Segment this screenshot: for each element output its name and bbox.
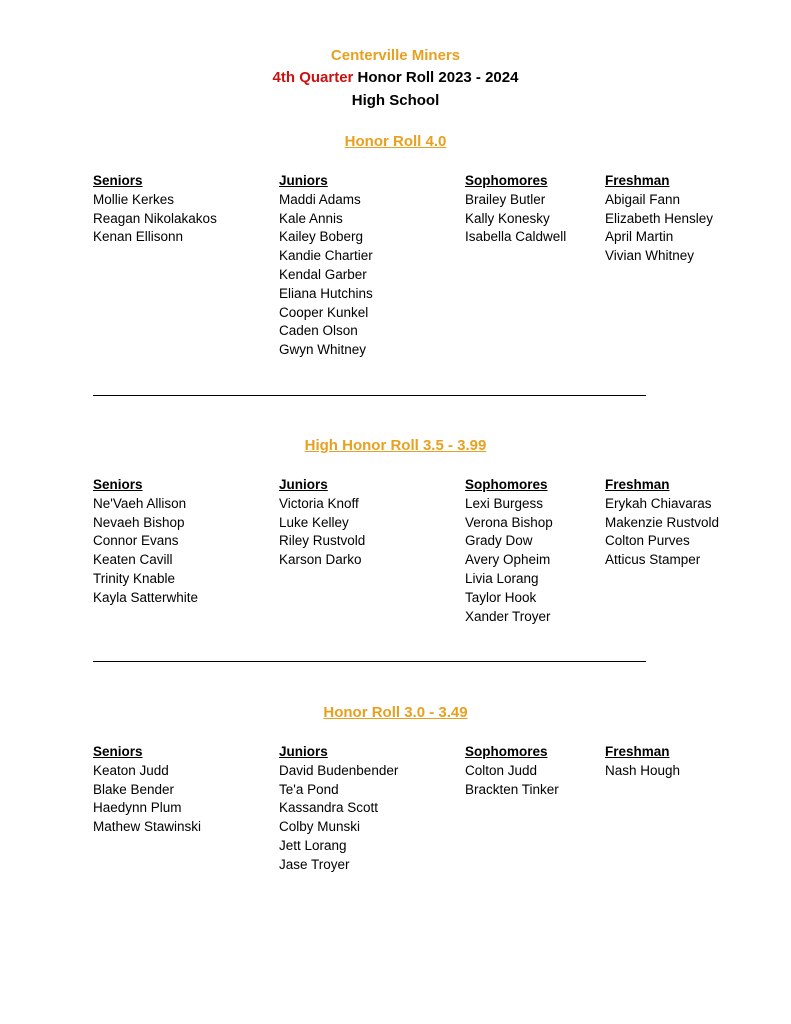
quarter-label: 4th Quarter bbox=[272, 69, 354, 86]
school-level: High School bbox=[351, 92, 440, 109]
student-name: Haedynn Plum bbox=[93, 800, 182, 816]
column-header: Freshman bbox=[605, 173, 670, 188]
section3-juniors-column bbox=[279, 743, 398, 875]
student-name: Jett Lorang bbox=[279, 837, 347, 853]
section-heading-honor-roll-3: Honor Roll 3.0 - 3.49 bbox=[323, 704, 468, 721]
student-name: Mathew Stawinski bbox=[93, 819, 202, 835]
student-name: Te'a Pond bbox=[279, 781, 339, 797]
honor-roll-title bbox=[0, 69, 791, 87]
column-header: Sophomores bbox=[465, 173, 548, 188]
student-name: Taylor Hook bbox=[465, 589, 537, 605]
column-header: Sophomores bbox=[465, 744, 548, 759]
student-name: Kayla Satterwhite bbox=[93, 589, 199, 605]
section1-seniors-column bbox=[93, 172, 217, 247]
student-name: Jase Troyer bbox=[279, 856, 350, 872]
student-name: Kenan Ellisonn bbox=[93, 229, 184, 245]
section-heading-high-honor-roll: High Honor Roll 3.5 - 3.99 bbox=[304, 437, 487, 454]
school-name: Centerville Miners bbox=[330, 47, 461, 64]
student-name: Kailey Boberg bbox=[279, 229, 364, 245]
student-name: Connor Evans bbox=[93, 533, 179, 549]
student-name: Ne'Vaeh Allison bbox=[93, 495, 187, 511]
student-name: Luke Kelley bbox=[279, 514, 349, 530]
student-name: Nevaeh Bishop bbox=[93, 514, 185, 530]
column-header: Sophomores bbox=[465, 477, 548, 492]
student-name: Mollie Kerkes bbox=[93, 191, 175, 207]
student-name: Riley Rustvold bbox=[279, 533, 366, 549]
section1-juniors-column bbox=[279, 172, 373, 360]
column-header: Juniors bbox=[279, 173, 328, 188]
section2-sophomores-column bbox=[465, 476, 553, 626]
student-name: Keaten Cavill bbox=[93, 552, 173, 568]
student-name: Vivian Whitney bbox=[605, 248, 695, 264]
section3-sophomores-column bbox=[465, 743, 559, 799]
student-name: Makenzie Rustvold bbox=[605, 514, 720, 530]
student-name: Xander Troyer bbox=[465, 608, 551, 624]
section-divider bbox=[93, 661, 646, 662]
section3-seniors-column bbox=[93, 743, 201, 837]
student-name: Avery Opheim bbox=[465, 552, 551, 568]
student-name: Caden Olson bbox=[279, 323, 358, 339]
column-header: Freshman bbox=[605, 744, 670, 759]
student-name: Keaton Judd bbox=[93, 762, 169, 778]
student-name: Cooper Kunkel bbox=[279, 304, 369, 320]
student-name: Trinity Knable bbox=[93, 570, 176, 586]
student-name: Karson Darko bbox=[279, 552, 362, 568]
student-name: Livia Lorang bbox=[465, 570, 539, 586]
section2-freshman-column bbox=[605, 476, 719, 570]
student-name: Brailey Butler bbox=[465, 191, 546, 207]
student-name: Atticus Stamper bbox=[605, 552, 701, 568]
column-header: Juniors bbox=[279, 744, 328, 759]
section2-seniors-column bbox=[93, 476, 198, 608]
student-name: Blake Bender bbox=[93, 781, 175, 797]
student-name: Reagan Nikolakakos bbox=[93, 210, 217, 226]
student-name: Lexi Burgess bbox=[465, 495, 544, 511]
section1-freshman-column bbox=[605, 172, 713, 266]
column-header: Freshman bbox=[605, 477, 670, 492]
student-name: Colton Judd bbox=[465, 762, 538, 778]
student-name: Gwyn Whitney bbox=[279, 342, 367, 358]
student-name: Kassandra Scott bbox=[279, 800, 379, 816]
student-name: Kale Annis bbox=[279, 210, 343, 226]
section-divider bbox=[93, 395, 646, 396]
student-name: Kally Konesky bbox=[465, 210, 550, 226]
section3-freshman-column bbox=[605, 743, 680, 781]
column-header: Juniors bbox=[279, 477, 328, 492]
student-name: Brackten Tinker bbox=[465, 781, 559, 797]
section-heading-honor-roll-4: Honor Roll 4.0 bbox=[344, 133, 447, 150]
student-name: Nash Hough bbox=[605, 762, 681, 778]
column-header: Seniors bbox=[93, 173, 143, 188]
student-name: Verona Bishop bbox=[465, 514, 553, 530]
student-name: Isabella Caldwell bbox=[465, 229, 567, 245]
student-name: Victoria Knoff bbox=[279, 495, 359, 511]
student-name: Grady Dow bbox=[465, 533, 533, 549]
student-name: David Budenbender bbox=[279, 762, 399, 778]
column-header: Seniors bbox=[93, 744, 143, 759]
honor-roll-year: Honor Roll 2023 - 2024 bbox=[353, 69, 519, 86]
student-name: April Martin bbox=[605, 229, 674, 245]
student-name: Colby Munski bbox=[279, 819, 361, 835]
student-name: Colton Purves bbox=[605, 533, 690, 549]
student-name: Eliana Hutchins bbox=[279, 285, 373, 301]
student-name: Elizabeth Hensley bbox=[605, 210, 714, 226]
column-header: Seniors bbox=[93, 477, 143, 492]
student-name: Maddi Adams bbox=[279, 191, 361, 207]
section2-juniors-column bbox=[279, 476, 365, 570]
student-name: Kandie Chartier bbox=[279, 248, 373, 264]
student-name: Erykah Chiavaras bbox=[605, 495, 712, 511]
section1-sophomores-column bbox=[465, 172, 566, 247]
student-name: Kendal Garber bbox=[279, 266, 367, 282]
student-name: Abigail Fann bbox=[605, 191, 681, 207]
